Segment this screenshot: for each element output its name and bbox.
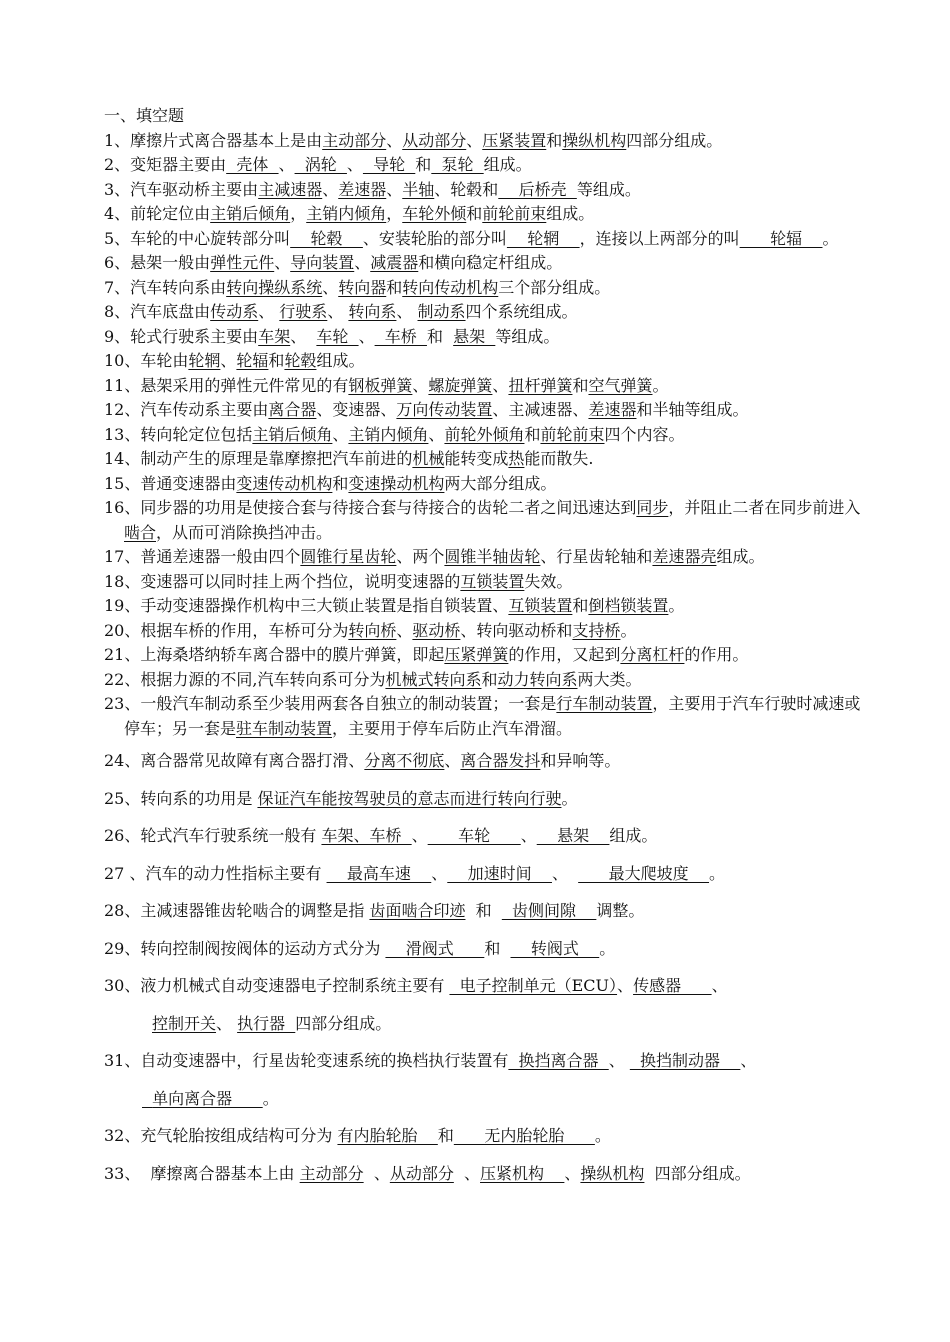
answer-blank: 差速器 [588,400,637,419]
answer-blank: 压紧装置 [482,130,547,150]
answer-blank: 行驶系 [279,302,328,321]
answer-blank: 螺旋弹簧 [428,375,493,395]
question-text: 四个内容。 [604,424,685,444]
question-text: 四部分组成。 [644,1163,751,1183]
question-text: 和 [572,596,589,615]
answer-blank: 悬架 [536,826,610,845]
question-text: 33、 摩擦离合器基本上由 [104,1163,300,1183]
question-item [104,937,874,962]
question-text: 、 [740,1051,757,1070]
answer-blank: 啮合 [124,522,157,542]
question-text: 、 [608,1051,630,1070]
question-item [104,178,874,203]
question-text: 和 [268,351,285,370]
question-text: 和 [572,375,589,395]
question-text: 和 [484,938,511,958]
question-text: 29、转向控制阀按阀体的运动方式分为 [104,938,386,958]
answer-blank: 机械 [412,449,445,468]
question-text: 和 [332,473,349,493]
question-text: 调整。 [596,901,645,920]
answer-blank: 导轮 [362,155,416,174]
question-text: 三个部分组成。 [498,277,611,297]
answer-blank: 主动部分 [322,130,387,150]
question-item [104,129,874,154]
question-item [104,276,874,301]
question-text: 23、一般汽车制动系至少装用两套各自独立的制动装置；一套是 [104,694,557,713]
question-text: 组成。 [316,351,365,370]
question-text: ，主要用于停车后防止汽车滑溜。 [332,718,573,738]
question-item [104,545,874,570]
answer-blank: 空气弹簧 [588,375,653,395]
answer-blank: 主销后倾角 [210,204,291,223]
question-text: 、 [617,976,634,995]
answer-blank: 车桥 [374,326,427,346]
question-text: 22、根据力源的不同,汽车转向系可分为 [104,669,386,689]
question-text: 、 [411,826,428,845]
question-item [104,300,874,325]
question-text: ，连接以上两部分的叫 [579,228,740,248]
answer-blank: 无内胎轮胎 [453,1126,595,1145]
answer-blank: 从动部分 [402,130,467,150]
question-text: 、 [492,375,509,395]
answer-blank: 离合器发抖 [460,751,541,770]
question-text: 12、汽车传动系主要由 [104,400,269,419]
question-text: 。 [594,1126,611,1145]
answer-blank: 圆锥半轴齿轮 [444,547,541,566]
question-text: 20、根据车桥的作用，车桥可分为 [104,620,349,640]
question-text: 、两个 [396,547,445,566]
question-item [104,496,874,545]
question-text: 两大部分组成。 [444,473,557,493]
question-text: 和 [426,326,454,346]
answer-blank: 换挡制动器 [629,1051,741,1070]
question-text: 组成。 [716,547,765,566]
question-text: 、 [363,1163,390,1183]
question-text: 和 [415,155,432,174]
answer-blank: 换挡离合器 [508,1051,609,1070]
question-text: ， [290,204,307,223]
answer-blank: 行车制动装置 [556,694,653,713]
answer-blank: 轮辋 [506,228,580,248]
answer-blank: 最高车速 [326,863,432,883]
question-text: 能转变成 [444,449,509,468]
question-text: 和 [481,669,498,689]
question-text: 15、普通变速器由 [104,473,237,493]
answer-blank: 机械式转向系 [385,669,482,689]
answer-blank: 传感器 [633,976,712,995]
question-text: 、 [396,302,418,321]
question-text: 27 、汽车的动力性指标主要有 [104,863,327,883]
answer-blank: 互锁装置 [460,571,525,591]
question-text: 9、轮式行驶系主要由 [104,326,259,346]
question-text: 13、转向轮定位包括 [104,424,253,444]
question-text: ，主要用于汽车行驶时减速或停车；另一套是 [124,694,861,738]
question-text: 、 [428,424,445,444]
question-text: 26、轮式汽车行驶系统一般有 [104,826,322,845]
answer-blank: 转向桥 [348,620,397,640]
question-text: 和 [546,130,563,150]
question-text: 两大类。 [577,669,642,689]
question-item [104,974,874,999]
question-text: 组成。 [609,826,658,845]
answer-blank: 压紧机构 [480,1163,565,1183]
question-text: 等组成。 [576,179,641,199]
question-item [104,202,874,227]
answer-blank: 单向离合器 [142,1088,263,1108]
question-text: 。 [599,938,616,958]
answer-blank: 减震器 [370,253,419,272]
question-text: 1、摩擦片式离合器基本上是由 [104,130,323,150]
question-text: 、 [216,1013,238,1033]
answer-blank: 互锁装置 [508,596,573,615]
question-text: 、 [358,326,375,346]
question-text: 。 [262,1088,279,1108]
question-text: 32、充气轮胎按组成结构可分为 [104,1126,338,1145]
answer-blank: 泵轮 [431,155,484,174]
question-text: 。 [561,788,578,808]
answer-blank: 主减速器 [258,179,323,199]
question-text: 11、悬架采用的弹性元件常见的有 [104,375,349,395]
answer-blank: 有内胎轮胎 [337,1126,438,1145]
question-item [104,472,874,497]
question-text: 和半轴等组成。 [636,400,749,419]
question-text: 、 [711,976,728,995]
question-text: 、 [386,179,403,199]
question-text: 17、普通差速器一般由四个 [104,547,301,566]
answer-blank: 离合器 [268,400,317,419]
answer-blank: 车轮外倾 [402,204,467,223]
question-text: 等组成。 [495,326,560,346]
question-item [104,824,874,849]
answer-blank: 钢板弹簧 [348,375,413,395]
question-item [104,570,874,595]
question-item [104,349,874,374]
answer-blank: 车架 [258,326,291,346]
answer-blank: 控制开关 [152,1013,217,1033]
question-item [104,643,874,668]
question-text: 5、车轮的中心旋转部分叫 [104,228,291,248]
question-continuation [104,1012,874,1037]
question-text: 、 [412,375,429,395]
question-text: 、 [332,424,349,444]
answer-blank: 车架、车桥 [321,826,412,845]
answer-blank: 弹性元件 [210,253,275,272]
question-text: 31、自动变速器中，行星齿轮变速系统的换档执行装置有 [104,1051,509,1070]
question-text: 四部分组成。 [295,1013,392,1033]
answer-blank: 万向传动装置 [396,400,493,419]
question-text: 四部分组成。 [626,130,723,150]
answer-blank: 轮毂 [290,228,363,248]
answer-blank: 轮毂 [284,351,317,370]
question-text: 、 [258,302,280,321]
question-item [104,692,874,741]
question-text: 组成。 [483,155,532,174]
question-text: 和 [524,424,541,444]
question-text: 21、上海桑塔纳轿车离合器中的膜片弹簧，即起 [104,645,445,664]
answer-blank: 涡轮 [294,155,347,174]
answer-blank: 传动系 [210,302,259,321]
question-text: 、 [386,130,403,150]
answer-blank: 压紧弹簧 [444,645,509,664]
question-text: 、 [354,253,371,272]
question-text: 。 [822,228,839,248]
question-text: 、 [278,155,295,174]
answer-blank: 转向传动机构 [402,277,499,297]
question-text: 、 [444,751,461,770]
question-item [104,1049,874,1074]
answer-blank: 最大爬坡度 [578,863,710,883]
answer-blank: 壳体 [226,155,279,174]
question-item [104,374,874,399]
question-text: 、 [290,326,317,346]
question-text: 、 [327,302,349,321]
question-text: 和异响等。 [540,751,621,770]
answer-blank: 驱动桥 [412,620,461,640]
question-text: 、 [520,826,537,845]
question-text: 、 [396,620,413,640]
question-text: 6、悬架一般由 [104,253,211,272]
question-text: 和 [386,277,403,297]
answer-blank: 倒档锁装置 [588,596,669,615]
answer-blank: 动力转向系 [497,669,578,689]
question-text: 和 [465,901,502,920]
question-text: 、轮毂和 [434,179,499,199]
answer-blank: 圆锥行星齿轮 [300,547,397,566]
answer-blank: 支持桥 [572,620,621,640]
question-text: 、转向驱动桥和 [460,620,573,640]
answer-blank: 齿面啮合印迹 [369,901,466,920]
question-text: ， [386,204,403,223]
question-text: 、变速器、 [316,400,397,419]
question-item [104,668,874,693]
question-text: 能而散失. [524,449,594,468]
answer-blank: 转向系 [348,302,397,321]
answer-blank: 驻车制动装置 [236,718,333,738]
question-item [104,398,874,423]
question-text: 、 [220,351,237,370]
question-text: 、 [322,277,339,297]
answer-blank: 主销后倾角 [252,424,333,444]
question-item [104,1162,874,1187]
question-item [104,325,874,350]
question-item [104,153,874,178]
answer-blank: 变速操动机构 [348,473,445,493]
answer-blank: 滑阀式 [385,938,485,958]
question-text: 7、汽车转向系由 [104,277,227,297]
answer-blank: 转阀式 [510,938,600,958]
answer-blank: 热 [508,449,525,468]
answer-blank: 前轮前束 [540,424,605,444]
question-text: 16、同步器的功用是使接合套与待接合套与待接合的齿轮二者之间迅速达到 [104,498,637,517]
question-text: 14、制动产生的原理是靠摩擦把汽车前进的 [104,449,413,468]
question-text: 。 [652,375,669,395]
question-item [104,619,874,644]
question-text: 、 [431,863,448,883]
answer-blank: 同步 [636,498,669,517]
question-text: 8、汽车底盘由 [104,302,211,321]
question-text: 四个系统组成。 [465,302,578,321]
answer-blank: 主动部分 [299,1163,364,1183]
question-text: 、 [551,863,579,883]
answer-blank: 差速器壳 [652,547,717,566]
answer-blank: 导向装置 [290,253,355,272]
question-text: 2、变矩器主要由 [104,155,227,174]
question-item [104,594,874,619]
question-text: 组成。 [546,204,595,223]
answer-blank: 扭杆弹簧 [508,375,573,395]
question-text: 、 [274,253,291,272]
question-text: 和横向稳定杆组成。 [418,253,563,272]
question-text: 、 [466,130,483,150]
question-item [104,227,874,252]
question-text: 、 [346,155,363,174]
question-text: 30、液力机械式自动变速器电子控制系统主要有 [104,976,450,995]
answer-blank: 前轮外倾角 [444,424,525,444]
question-text: 。 [620,620,637,640]
answer-blank: 轮辋 [188,351,221,370]
question-text: 、 [322,179,339,199]
answer-blank: 制动系 [417,302,466,321]
answer-blank: 前轮前束 [482,204,547,223]
question-text: ，并阻止二者在同步前进入 [668,498,861,517]
answer-blank: 悬架 [453,326,496,346]
answer-blank: 操纵机构 [562,130,627,150]
question-text: 18、变速器可以同时挂上两个挡位，说明变速器的 [104,571,461,591]
answer-blank: 分离不彻底 [364,751,445,770]
question-text: 28、主减速器锥齿轮啮合的调整是指 [104,901,370,920]
answer-blank: 转向操纵系统 [226,277,323,297]
question-continuation [104,1087,874,1112]
question-text: 、主减速器、 [492,400,589,419]
question-text: 和 [466,204,483,223]
answer-blank: 车轮 [427,826,521,845]
answer-blank: 主销内倾角 [306,204,387,223]
question-item [104,1124,874,1149]
question-item [104,862,874,887]
question-text: 、行星齿轮轴和 [540,547,653,566]
question-text: 、 [564,1163,581,1183]
question-text: 。 [668,596,685,615]
answer-blank: 主销内倾角 [348,424,429,444]
question-text: 19、手动变速器操作机构中三大锁止装置是指自锁装置、 [104,596,509,615]
question-text: 10、车轮由 [104,351,189,370]
answer-blank: 后桥壳 [498,179,577,199]
section-title: 一、填空题 [104,106,185,125]
question-text: 3、汽车驱动桥主要由 [104,179,259,199]
question-item [104,251,874,276]
exam-sheet [104,104,874,1186]
question-text: 25、转向系的功用是 [104,788,258,808]
question-item [104,423,874,448]
question-text: ，从而可消除换挡冲击。 [156,522,333,542]
answer-blank: 轮辐 [739,228,823,248]
question-item [104,447,874,472]
answer-blank: 电子控制单元（ECU） [449,976,618,995]
answer-blank: 转向器 [338,277,387,297]
question-item [104,749,874,774]
answer-blank: 操纵机构 [580,1163,645,1183]
question-item [104,787,874,812]
question-item [104,899,874,924]
question-text: 24、离合器常见故障有离合器打滑、 [104,751,365,770]
answer-blank: 轮辐 [236,351,269,370]
answer-blank: 车轮 [316,326,359,346]
answer-blank: 变速传动机构 [236,473,333,493]
answer-blank: 从动部分 [389,1163,454,1183]
question-text: 和 [437,1126,454,1145]
question-list [104,129,874,1187]
question-text: 失效。 [524,571,573,591]
answer-blank: 执行器 [237,1013,296,1033]
answer-blank: 齿侧间隙 [501,901,597,920]
question-text: 、 [453,1163,481,1183]
question-text: 4、前轮定位由 [104,204,211,223]
question-text: 。 [709,863,726,883]
answer-blank: 半轴 [402,179,435,199]
answer-blank: 加速时间 [447,863,552,883]
answer-blank: 分离杠杆 [620,645,685,664]
question-text: 、安装轮胎的部分叫 [362,228,507,248]
answer-blank: 保证汽车能按驾驶员的意志而进行转向行驶 [257,788,562,808]
answer-blank: 差速器 [338,179,387,199]
question-text: 的作用，又起到 [508,645,621,664]
question-text: 的作用。 [684,645,749,664]
